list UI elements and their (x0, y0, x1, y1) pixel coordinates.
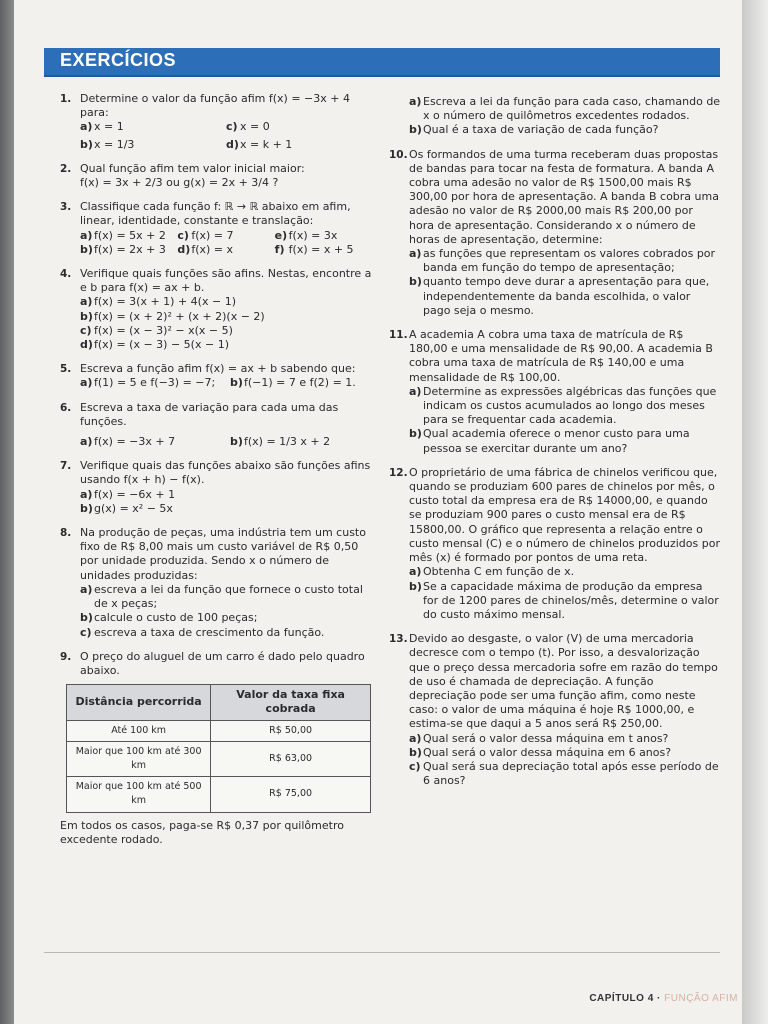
exercise-statement: Devido ao desgaste, o valor (V) de uma mercadoria decresce com o tempo (t). Por isso, a desvalorização que o preço dessa mercadoria sofre em razão do tempo de uso é chamada de depreciação. A função depreciação pode ser uma função afim, como neste caso: o valor de uma máquina é hoje R$ 1000,00, e estima-se que daqui a 5 anos será R$ 250,00. (409, 632, 718, 731)
exercise-4 (60, 267, 372, 352)
item-letter: b) (80, 137, 93, 151)
exercise-note: Em todos os casos, paga-se R$ 0,37 por quilômetro excedente rodado. (60, 818, 344, 846)
list-item (80, 611, 372, 625)
table-cell: R$ 75,00 (211, 777, 371, 812)
exercise-number: 12. (389, 466, 408, 479)
list-item (80, 583, 372, 611)
right-column (389, 95, 721, 798)
exercise-statement: O proprietário de uma fábrica de chinelos verificou que, quando se produziam 600 pares de chinelos por mês, o custo total da empresa era de R$ 14000,00, e quando se produziam 900 pares o custo mensal era de R$ 15800,00. O gráfico que representa a relação entre o custo mensal (C) e o número de chinelos produzidos por mês (x) é formado por pontos de uma reta. (409, 465, 720, 565)
item-letter: e) (274, 228, 288, 242)
item-letter: a) (409, 731, 422, 745)
list-item (409, 385, 721, 428)
item-letter: f) (274, 242, 285, 256)
list-item (409, 565, 721, 579)
item-letter: b) (409, 427, 422, 441)
item-text: Qual será sua depreciação total após esse período de 6 anos? (423, 759, 719, 788)
item-text: f(x) = x (191, 242, 234, 256)
exercise-statement: Classifique cada função f: ℝ → ℝ abaixo em afim, linear, identidade, constante e translação: (80, 200, 351, 228)
list-item (226, 120, 372, 134)
exercise-statement: Escreva a função afim f(x) = ax + b sabendo que: (80, 362, 356, 376)
exercise-9 (60, 650, 372, 847)
table-row (67, 720, 371, 741)
item-letter: a) (409, 565, 422, 579)
item-letter: a) (409, 95, 422, 108)
item-letter: a) (80, 435, 93, 449)
item-text: f(x) = 7 (191, 228, 234, 242)
exercise-number: 4. (60, 268, 72, 281)
list-item (80, 502, 372, 516)
item-text: Qual é a taxa de variação de cada função? (423, 123, 659, 137)
item-text: f(x) = 3x (288, 228, 338, 242)
list-item (80, 338, 372, 352)
exercise-statement: O preço do aluguel de um carro é dado pelo quadro abaixo. (80, 649, 365, 677)
item-letter: a) (80, 376, 93, 390)
list-item (80, 243, 177, 257)
item-letter: c) (226, 120, 238, 134)
exercise-6 (60, 401, 372, 450)
list-item (409, 746, 721, 760)
item-text: Escreva a lei da função para cada caso, chamando de x o número de quilômetros excedentes rodados. (423, 95, 721, 123)
exercise-number: 11. (389, 329, 408, 342)
list-item (80, 120, 226, 134)
exercise-number: 13. (389, 633, 408, 646)
item-text: Obtenha C em função de x. (423, 565, 575, 579)
item-text: Qual será o valor dessa máquina em 6 anos? (423, 745, 672, 759)
item-letter: a) (409, 384, 422, 398)
list-item (80, 626, 372, 640)
chapter-label: CAPÍTULO 4 · (589, 993, 661, 1004)
exercise-number: 8. (60, 527, 72, 540)
chapter-topic: FUNÇÃO AFIM (664, 993, 738, 1004)
item-letter: c) (80, 625, 92, 639)
item-letter: a) (80, 582, 93, 596)
exercise-11 (389, 328, 721, 456)
list-item (80, 310, 372, 324)
item-text: g(x) = x² − 5x (94, 501, 173, 515)
item-letter: b) (80, 242, 93, 256)
left-column (60, 92, 372, 857)
table-cell: Até 100 km (67, 720, 211, 741)
exercise-10 (389, 148, 721, 318)
exercise-number: 3. (60, 201, 72, 214)
item-letter: b) (409, 123, 422, 137)
exercise-statement: Escreva a taxa de variação para cada uma das funções. (80, 400, 339, 428)
list-item (409, 275, 721, 318)
list-item (80, 138, 226, 152)
list-item (409, 580, 721, 623)
item-letter: a) (80, 295, 93, 309)
item-letter: d) (80, 338, 93, 352)
item-text: f(x) = (x − 3) − 5(x − 1) (94, 338, 229, 352)
exercise-number: 7. (60, 460, 72, 473)
item-text: f(x) = (x − 3)² − x(x − 5) (94, 323, 233, 337)
exercise-2 (60, 162, 372, 190)
section-header (44, 48, 720, 75)
item-letter: b) (409, 745, 422, 759)
item-text: Qual será o valor dessa máquina em t anos? (423, 731, 669, 745)
item-letter: c) (177, 228, 189, 242)
item-text: f(x) = x + 5 (288, 242, 354, 256)
item-text: x = 0 (240, 120, 270, 134)
item-letter: b) (80, 501, 93, 515)
item-text: Qual academia oferece o menor custo para uma pessoa se exercitar durante um ano? (423, 427, 690, 455)
list-item (409, 95, 721, 123)
item-letter: a) (80, 120, 93, 134)
item-letter: b) (409, 275, 422, 289)
header-rule (44, 75, 720, 77)
item-letter: b) (409, 579, 422, 593)
section-title: EXERCÍCIOS (60, 50, 177, 70)
list-item (275, 243, 372, 257)
item-text: f(x) = 1/3 x + 2 (244, 435, 331, 449)
list-item (409, 732, 721, 746)
item-letter: d) (177, 242, 191, 256)
list-item (409, 427, 721, 455)
item-text: f(1) = 5 e f(−3) = −7; (94, 376, 216, 390)
item-text: Se a capacidade máxima de produção da empresa for de 1200 pares de chinelos/mês, determine o valor do custo máximo mensal. (423, 579, 719, 621)
item-letter: a) (80, 228, 93, 242)
exercise-statement: Verifique quais funções são afins. Nestas, encontre a e b para f(x) = ax + b. (80, 267, 372, 295)
list-item (409, 123, 721, 137)
item-text: x = 1/3 (94, 137, 135, 151)
item-text: f(−1) = 7 e f(2) = 1. (244, 376, 356, 390)
item-text: f(x) = −3x + 7 (94, 435, 176, 449)
exercise-statement: Verifique quais das funções abaixo são funções afins usando f(x + h) − f(x). (80, 459, 371, 487)
item-text: f(x) = 2x + 3 (94, 242, 166, 256)
list-item (80, 229, 177, 243)
item-text: quanto tempo deve durar a apresentação para que, independentemente da banda escolhida, o valor pago seja o mesmo. (423, 275, 710, 317)
table-cell: Maior que 100 km até 500 km (67, 777, 211, 812)
page-edge-left (0, 0, 14, 1024)
list-item (230, 376, 372, 390)
list-item (177, 243, 274, 257)
exercise-statement: Qual função afim tem valor inicial maior: (80, 161, 305, 175)
exercise-12 (389, 466, 721, 622)
exercise-number: 1. (60, 93, 72, 105)
exercise-8 (60, 526, 372, 640)
exercise-number: 5. (60, 363, 72, 376)
item-text: Determine as expressões algébricas das funções que indicam os custos acumulados ao longo dos meses para se frequentar cada academia. (423, 384, 717, 427)
table-header: Distância percorrida (67, 685, 211, 720)
exercise-3 (60, 200, 372, 257)
item-text: x = k + 1 (240, 137, 293, 151)
table-row (67, 777, 371, 812)
item-text: calcule o custo de 100 peças; (94, 611, 258, 625)
table-header: Valor da taxa fixa cobrada (211, 685, 371, 720)
exercise-number: 10. (389, 148, 408, 161)
list-item (230, 435, 372, 449)
exercise-statement: Determine o valor da função afim f(x) = −3x + 4 para: (80, 92, 350, 120)
item-letter: b) (80, 611, 93, 625)
table-cell: Maior que 100 km até 300 km (67, 741, 211, 776)
item-text: f(x) = 3(x + 1) + 4(x − 1) (94, 295, 236, 309)
footer-rule (44, 952, 720, 953)
page-footer (589, 993, 738, 1004)
exercise-number: 9. (60, 650, 72, 663)
price-table (66, 684, 371, 812)
page-edge-right (742, 0, 768, 1024)
list-item (409, 760, 721, 788)
list-item (177, 229, 274, 243)
item-letter: b) (230, 376, 243, 390)
item-letter: a) (409, 247, 422, 261)
item-letter: b) (80, 309, 93, 323)
exercise-statement: Os formandos de uma turma receberam duas propostas de bandas para tocar na festa de formatura. A banda A cobra uma adesão no valor de R$ 1500,00 mais R$ 300,00 por hora de apresentação. A banda B cobra uma adesão no valor de R$ 2000,00 mais R$ 200,00 por hora de apresentação. Considerando x o número de horas de apresentação, determine: (409, 147, 719, 246)
list-item (80, 295, 372, 309)
table-cell: R$ 50,00 (211, 720, 371, 741)
item-letter: b) (230, 435, 243, 449)
item-text: as funções que representam os valores cobrados por banda em função do tempo de apresentação; (423, 247, 716, 275)
table-cell: R$ 63,00 (211, 741, 371, 776)
item-letter: d) (226, 137, 239, 151)
exercise-9-continued (389, 95, 721, 138)
item-letter: c) (80, 323, 92, 337)
list-item (275, 229, 372, 243)
exercise-1 (60, 92, 372, 152)
exercise-statement: Na produção de peças, uma indústria tem um custo fixo de R$ 8,00 mais um custo variável de R$ 0,50 por unidade produzida. Sendo x o número de unidades produzidas: (80, 526, 366, 582)
table-row (67, 741, 371, 776)
exercise-statement: A academia A cobra uma taxa de matrícula de R$ 180,00 e uma mensalidade de R$ 90,00. A academia B cobra uma taxa de matrícula de R$ 140,00 e uma mensalidade de R$ 100,00. (409, 328, 713, 384)
list-item (80, 488, 372, 502)
item-text: x = 1 (94, 120, 124, 134)
item-text: f(x) = −6x + 1 (94, 487, 176, 501)
list-item (80, 376, 230, 390)
list-item (409, 247, 721, 275)
list-item (226, 138, 372, 152)
formula: f(x) = 3x + 2/3 ou g(x) = 2x + 3/4 ? (80, 176, 279, 190)
exercise-number: 2. (60, 162, 72, 175)
exercise-7 (60, 459, 372, 516)
item-text: f(x) = 5x + 2 (94, 228, 166, 242)
list-item (80, 324, 372, 338)
item-text: escreva a lei da função que fornece o custo total de x peças; (94, 582, 363, 611)
item-text: escreva a taxa de crescimento da função. (94, 625, 325, 639)
exercise-5 (60, 362, 372, 390)
exercise-number: 6. (60, 401, 72, 414)
item-text: f(x) = (x + 2)² + (x + 2)(x − 2) (94, 309, 265, 323)
list-item (80, 435, 230, 449)
item-letter: a) (80, 487, 93, 501)
exercise-13 (389, 632, 721, 788)
item-letter: c) (409, 759, 421, 773)
